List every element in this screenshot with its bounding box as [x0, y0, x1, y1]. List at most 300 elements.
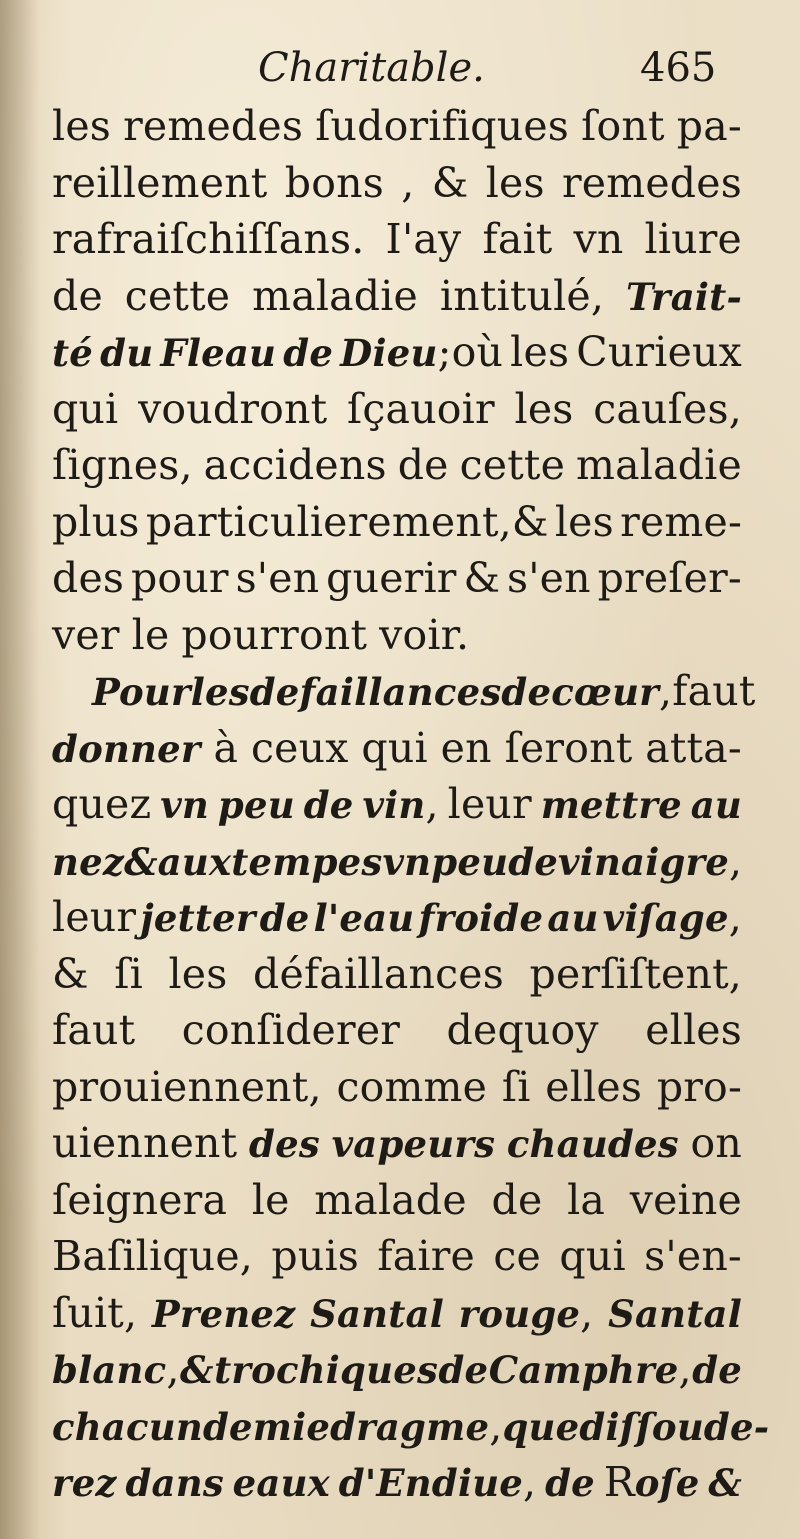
text-word	[692, 1341, 742, 1399]
text-line	[52, 98, 742, 155]
text-word	[285, 155, 384, 212]
roman-text: les	[554, 497, 614, 546]
text-word	[52, 720, 201, 778]
italic-text: Fleau	[160, 331, 277, 375]
roman-text: prouiennent,	[52, 1062, 322, 1111]
italic-text: rez	[52, 1461, 117, 1505]
text-word	[567, 1172, 605, 1229]
text-word	[432, 155, 469, 212]
italic-text: viſage	[602, 896, 729, 940]
roman-text: conſiderer	[181, 1006, 401, 1054]
text-word	[332, 1115, 496, 1173]
roman-text: guerir	[326, 554, 457, 602]
text-word	[123, 98, 303, 155]
text-word	[132, 607, 170, 664]
text-word	[52, 1002, 135, 1059]
text-line	[52, 268, 742, 325]
text-word	[218, 776, 295, 834]
text-word	[340, 324, 503, 382]
text-word	[581, 98, 665, 155]
text-word	[574, 211, 624, 268]
roman-text: leur	[52, 893, 137, 941]
italic-text: que	[502, 1404, 580, 1449]
running-title: Charitable.	[258, 45, 485, 91]
text-word	[182, 1002, 400, 1059]
roman-text: rafraiſchiſſans.	[52, 215, 365, 263]
text-word	[431, 833, 508, 891]
italic-text: de	[692, 1348, 742, 1392]
text-word	[507, 550, 591, 607]
roman-text: cette	[459, 441, 566, 489]
roman-text: ceux	[250, 723, 349, 772]
text-word	[482, 211, 552, 268]
text-word	[160, 324, 276, 382]
text-line	[52, 1059, 742, 1116]
text-word	[677, 98, 742, 155]
italic-text: vinaigre	[558, 839, 729, 884]
italic-text: Prenez	[151, 1291, 296, 1336]
italic-text: blanc	[52, 1348, 167, 1392]
italic-text: &	[708, 1461, 742, 1505]
text-word	[559, 1228, 625, 1285]
text-word	[191, 663, 250, 721]
italic-text: &	[180, 1348, 214, 1392]
text-word	[52, 607, 120, 664]
text-word	[547, 889, 598, 947]
roman-text: malade	[314, 1175, 467, 1224]
italic-text: Santal	[310, 1291, 444, 1336]
italic-text: de	[259, 896, 310, 940]
text-word	[690, 1115, 742, 1172]
text-word	[310, 1285, 444, 1343]
roman-text: ſeignera	[52, 1175, 228, 1224]
roman-text: pour	[130, 554, 229, 602]
italic-text: dragme	[330, 1404, 490, 1449]
text-word	[598, 550, 742, 607]
text-word	[339, 1454, 537, 1512]
italic-text: du	[100, 331, 154, 375]
text-word	[52, 1228, 253, 1285]
italic-text: jetter	[140, 896, 256, 940]
text-word	[52, 776, 151, 833]
roman-text: ſont	[581, 102, 665, 150]
roman-text: &	[431, 158, 469, 207]
roman-text: ,	[580, 1288, 594, 1337]
roman-text: ,	[425, 780, 439, 828]
italic-text: defaillances	[249, 670, 502, 714]
italic-text: rouge	[458, 1291, 581, 1336]
roman-text: accidens	[203, 441, 387, 489]
text-word	[52, 437, 193, 494]
text-line	[52, 550, 742, 607]
text-word	[52, 1285, 137, 1342]
text-word	[502, 1059, 531, 1116]
roman-text: pourront	[181, 610, 368, 659]
roman-text: faire	[377, 1232, 476, 1280]
italic-text: de	[303, 783, 354, 827]
roman-text: cette	[124, 271, 231, 320]
text-word	[515, 381, 574, 438]
roman-text: de	[397, 441, 449, 489]
text-line	[52, 889, 742, 946]
text-line	[52, 720, 742, 777]
roman-text: faut	[52, 1006, 136, 1054]
text-word	[620, 494, 742, 551]
italic-text: Pour	[92, 670, 191, 714]
roman-text: intitulé,	[439, 271, 605, 320]
roman-text: défaillances	[253, 949, 505, 998]
text-word	[510, 324, 569, 381]
roman-text: R	[603, 1458, 635, 1506]
roman-text: ſudorifiques	[315, 102, 570, 150]
roman-text: veine	[629, 1175, 742, 1224]
roman-text: comme	[336, 1062, 488, 1111]
roman-text: maladie	[576, 441, 742, 489]
text-word	[551, 663, 672, 721]
italic-text: l'eau	[313, 896, 415, 940]
text-word	[440, 268, 604, 325]
roman-text: ,	[728, 893, 742, 941]
roman-text: à	[213, 723, 239, 772]
italic-text: tempes	[231, 839, 383, 884]
roman-text: pa-	[676, 102, 742, 150]
text-word	[398, 437, 449, 494]
text-word	[52, 381, 118, 438]
text-word	[603, 889, 742, 947]
italic-text: donner	[52, 726, 201, 771]
italic-text: Camphre	[488, 1348, 679, 1392]
roman-text: les	[514, 384, 574, 433]
text-word	[214, 1341, 438, 1399]
text-line	[52, 211, 742, 268]
italic-text: froide	[418, 896, 544, 940]
text-word	[283, 324, 333, 382]
italic-text: cœur	[551, 670, 659, 714]
text-line	[52, 833, 742, 890]
roman-text: Baſilique,	[52, 1232, 254, 1280]
roman-text: maladie	[252, 271, 419, 320]
text-word	[52, 1115, 237, 1172]
roman-text: s'en	[506, 554, 591, 602]
roman-text: perſiſtent,	[529, 949, 742, 998]
text-word	[92, 663, 191, 721]
text-word	[160, 776, 209, 834]
text-word	[608, 1285, 742, 1343]
text-word	[52, 1398, 203, 1456]
italic-text: &	[124, 839, 158, 884]
roman-text: qui	[559, 1232, 626, 1280]
roman-text: les	[52, 102, 112, 150]
italic-text: Santal	[608, 1291, 742, 1336]
text-line	[52, 607, 742, 664]
text-word	[260, 889, 310, 947]
roman-text: ſi	[114, 949, 143, 998]
text-line	[52, 381, 742, 438]
roman-text: dequoy	[446, 1006, 599, 1054]
text-word	[326, 550, 456, 607]
text-word	[626, 268, 742, 326]
text-word	[336, 1059, 487, 1116]
text-word	[251, 720, 349, 777]
text-word	[52, 946, 89, 1003]
roman-text: voudront	[138, 384, 328, 433]
italic-text: d'Endiue	[338, 1461, 524, 1505]
italic-text: demie	[202, 1404, 331, 1449]
text-word	[562, 155, 742, 212]
text-word	[236, 550, 320, 607]
roman-text: puis	[271, 1232, 360, 1280]
italic-text: trochiques	[214, 1348, 438, 1392]
text-word	[505, 720, 633, 777]
roman-text: leur	[447, 780, 532, 828]
roman-text: ſi	[501, 1062, 531, 1111]
text-word	[377, 1228, 475, 1285]
text-word	[460, 437, 565, 494]
text-word	[52, 1059, 322, 1116]
italic-text: aux	[157, 839, 232, 884]
roman-text: de	[52, 271, 103, 320]
text-line	[52, 1285, 742, 1342]
roman-text: ;où	[437, 328, 504, 376]
roman-text: atta-	[645, 723, 742, 772]
text-word	[489, 1341, 692, 1399]
text-word	[315, 98, 569, 155]
text-word	[579, 1398, 769, 1456]
roman-text: ,	[658, 667, 673, 715]
roman-text: des	[52, 554, 125, 602]
italic-text: des	[249, 1122, 320, 1166]
italic-text: de	[283, 331, 334, 375]
text-word	[203, 1398, 330, 1456]
text-word	[418, 889, 543, 947]
text-word	[379, 607, 469, 664]
text-word	[233, 1454, 330, 1512]
text-word	[441, 720, 492, 777]
roman-text: cauſes,	[593, 384, 742, 433]
italic-text: oſe	[634, 1461, 700, 1505]
text-word	[252, 268, 418, 325]
roman-text: qui	[361, 723, 428, 772]
text-word	[644, 1228, 742, 1285]
roman-text: ſçauoir	[347, 384, 495, 433]
roman-text: ,	[401, 158, 415, 207]
text-word	[672, 663, 755, 720]
italic-text: té	[52, 331, 94, 375]
roman-text: quez	[52, 780, 152, 828]
italic-text: diſſoude-	[579, 1404, 770, 1449]
text-word	[52, 1172, 227, 1229]
text-word	[401, 155, 414, 212]
text-line	[52, 1398, 770, 1455]
roman-text: qui	[52, 384, 119, 433]
text-word	[204, 437, 387, 494]
roman-text: de	[491, 1175, 543, 1224]
text-word	[125, 1454, 223, 1512]
roman-text: &	[52, 949, 89, 998]
italic-text: au	[547, 896, 599, 940]
roman-text: elles	[645, 1006, 742, 1054]
roman-text: voir.	[379, 610, 470, 659]
text-line	[52, 946, 742, 1003]
text-word	[52, 1341, 180, 1399]
italic-text: vapeurs	[331, 1122, 496, 1166]
text-word	[146, 494, 549, 551]
roman-text: particulierement,&	[145, 497, 549, 546]
text-line	[52, 1002, 742, 1059]
text-line	[52, 437, 742, 494]
roman-text: liure	[644, 215, 742, 263]
roman-text: Curieux	[576, 328, 742, 376]
italic-text: chacun	[52, 1404, 203, 1449]
text-word	[249, 1115, 320, 1173]
roman-text: uiennent	[52, 1119, 238, 1167]
roman-text: les	[485, 158, 545, 207]
text-word	[213, 720, 238, 777]
text-word	[140, 889, 255, 947]
text-word	[52, 550, 124, 607]
text-word	[168, 946, 227, 1003]
roman-text: reillement	[52, 158, 268, 207]
text-word	[158, 833, 232, 891]
text-word	[131, 550, 229, 607]
text-word	[502, 1398, 579, 1456]
text-word	[52, 155, 268, 212]
italic-text: nez	[52, 839, 125, 884]
text-word	[576, 324, 742, 381]
italic-text: Dieu	[340, 331, 438, 375]
roman-text: s'en-	[644, 1232, 742, 1280]
roman-text: ſuit,	[52, 1288, 138, 1337]
text-word	[645, 211, 743, 268]
roman-text: ce	[493, 1232, 542, 1280]
text-word	[361, 720, 427, 777]
text-line	[52, 1115, 742, 1172]
roman-text: remedes	[561, 158, 742, 207]
roman-text: elles	[545, 1062, 643, 1111]
roman-text: ſignes,	[52, 441, 193, 489]
roman-text: &	[463, 554, 501, 602]
text-word	[124, 833, 158, 891]
text-word	[645, 720, 742, 777]
roman-text: le	[251, 1175, 290, 1224]
text-word	[52, 889, 136, 946]
text-word	[558, 833, 742, 891]
text-word	[114, 946, 143, 1003]
roman-text: ,	[166, 1345, 180, 1393]
text-word	[231, 833, 382, 891]
roman-text: on	[690, 1119, 742, 1167]
text-word	[362, 776, 438, 834]
text-word	[100, 324, 153, 382]
text-word	[52, 494, 140, 551]
body-text	[52, 98, 770, 1511]
page-number: 465	[640, 45, 717, 91]
text-word	[463, 550, 500, 607]
text-word	[386, 211, 462, 268]
text-word	[52, 268, 103, 325]
italic-text: vn	[160, 783, 210, 827]
text-word	[459, 1285, 594, 1343]
text-word	[555, 494, 614, 551]
text-word	[501, 663, 551, 721]
roman-text: fait	[482, 215, 553, 263]
roman-text: ſeront	[504, 723, 633, 772]
italic-text: de	[545, 1461, 595, 1505]
text-word	[382, 833, 431, 891]
text-word	[253, 946, 504, 1003]
text-line	[52, 663, 756, 720]
text-word	[181, 607, 367, 664]
italic-text: de	[508, 839, 558, 884]
text-word	[52, 98, 111, 155]
italic-text: vin	[362, 783, 426, 827]
italic-text: peu	[431, 839, 509, 884]
text-line	[52, 324, 742, 381]
text-word	[604, 1454, 700, 1512]
italic-text: les	[190, 670, 250, 714]
roman-text: ver	[52, 610, 120, 659]
italic-text: Trait-	[625, 274, 742, 319]
text-word	[52, 833, 124, 891]
italic-text: de	[438, 1348, 489, 1392]
roman-text: preſer-	[597, 554, 742, 602]
roman-text: faut	[672, 667, 756, 715]
text-word	[576, 437, 742, 494]
page-header	[0, 36, 800, 100]
roman-text: ,	[729, 836, 743, 885]
text-word	[486, 155, 545, 212]
text-line	[52, 1228, 742, 1285]
text-word	[447, 1002, 599, 1059]
italic-text: peu	[217, 783, 295, 827]
text-word	[492, 1172, 543, 1229]
roman-text: reme-	[620, 497, 742, 546]
italic-text: eaux	[232, 1461, 330, 1505]
text-word	[138, 381, 327, 438]
text-word	[125, 268, 230, 325]
roman-text: ,	[678, 1345, 692, 1393]
text-word	[52, 211, 365, 268]
text-word	[304, 776, 354, 834]
text-line	[52, 1454, 742, 1511]
text-word	[657, 1059, 742, 1116]
text-word	[252, 1172, 290, 1229]
italic-text: chaudes	[506, 1122, 679, 1166]
text-word	[52, 1454, 117, 1512]
text-word	[314, 889, 415, 947]
italic-text: mettre	[540, 783, 682, 827]
roman-text: ,	[523, 1458, 537, 1506]
page-gutter-shadow	[0, 0, 40, 1539]
roman-text: vn	[573, 215, 624, 263]
roman-text: bons	[284, 158, 384, 207]
roman-text: s'en	[235, 554, 320, 602]
text-word	[708, 1454, 742, 1512]
text-word	[330, 1398, 502, 1456]
roman-text: ,	[489, 1401, 503, 1450]
roman-text: la	[567, 1175, 606, 1224]
roman-text: I'ay	[385, 215, 462, 263]
roman-text: en	[440, 723, 492, 772]
text-line	[52, 155, 742, 212]
italic-text: au	[690, 783, 742, 827]
italic-text: vn	[382, 839, 432, 884]
text-word	[271, 1228, 359, 1285]
text-word	[438, 1341, 488, 1399]
text-word	[545, 1059, 642, 1116]
text-word	[593, 381, 742, 438]
text-line	[52, 1172, 742, 1229]
